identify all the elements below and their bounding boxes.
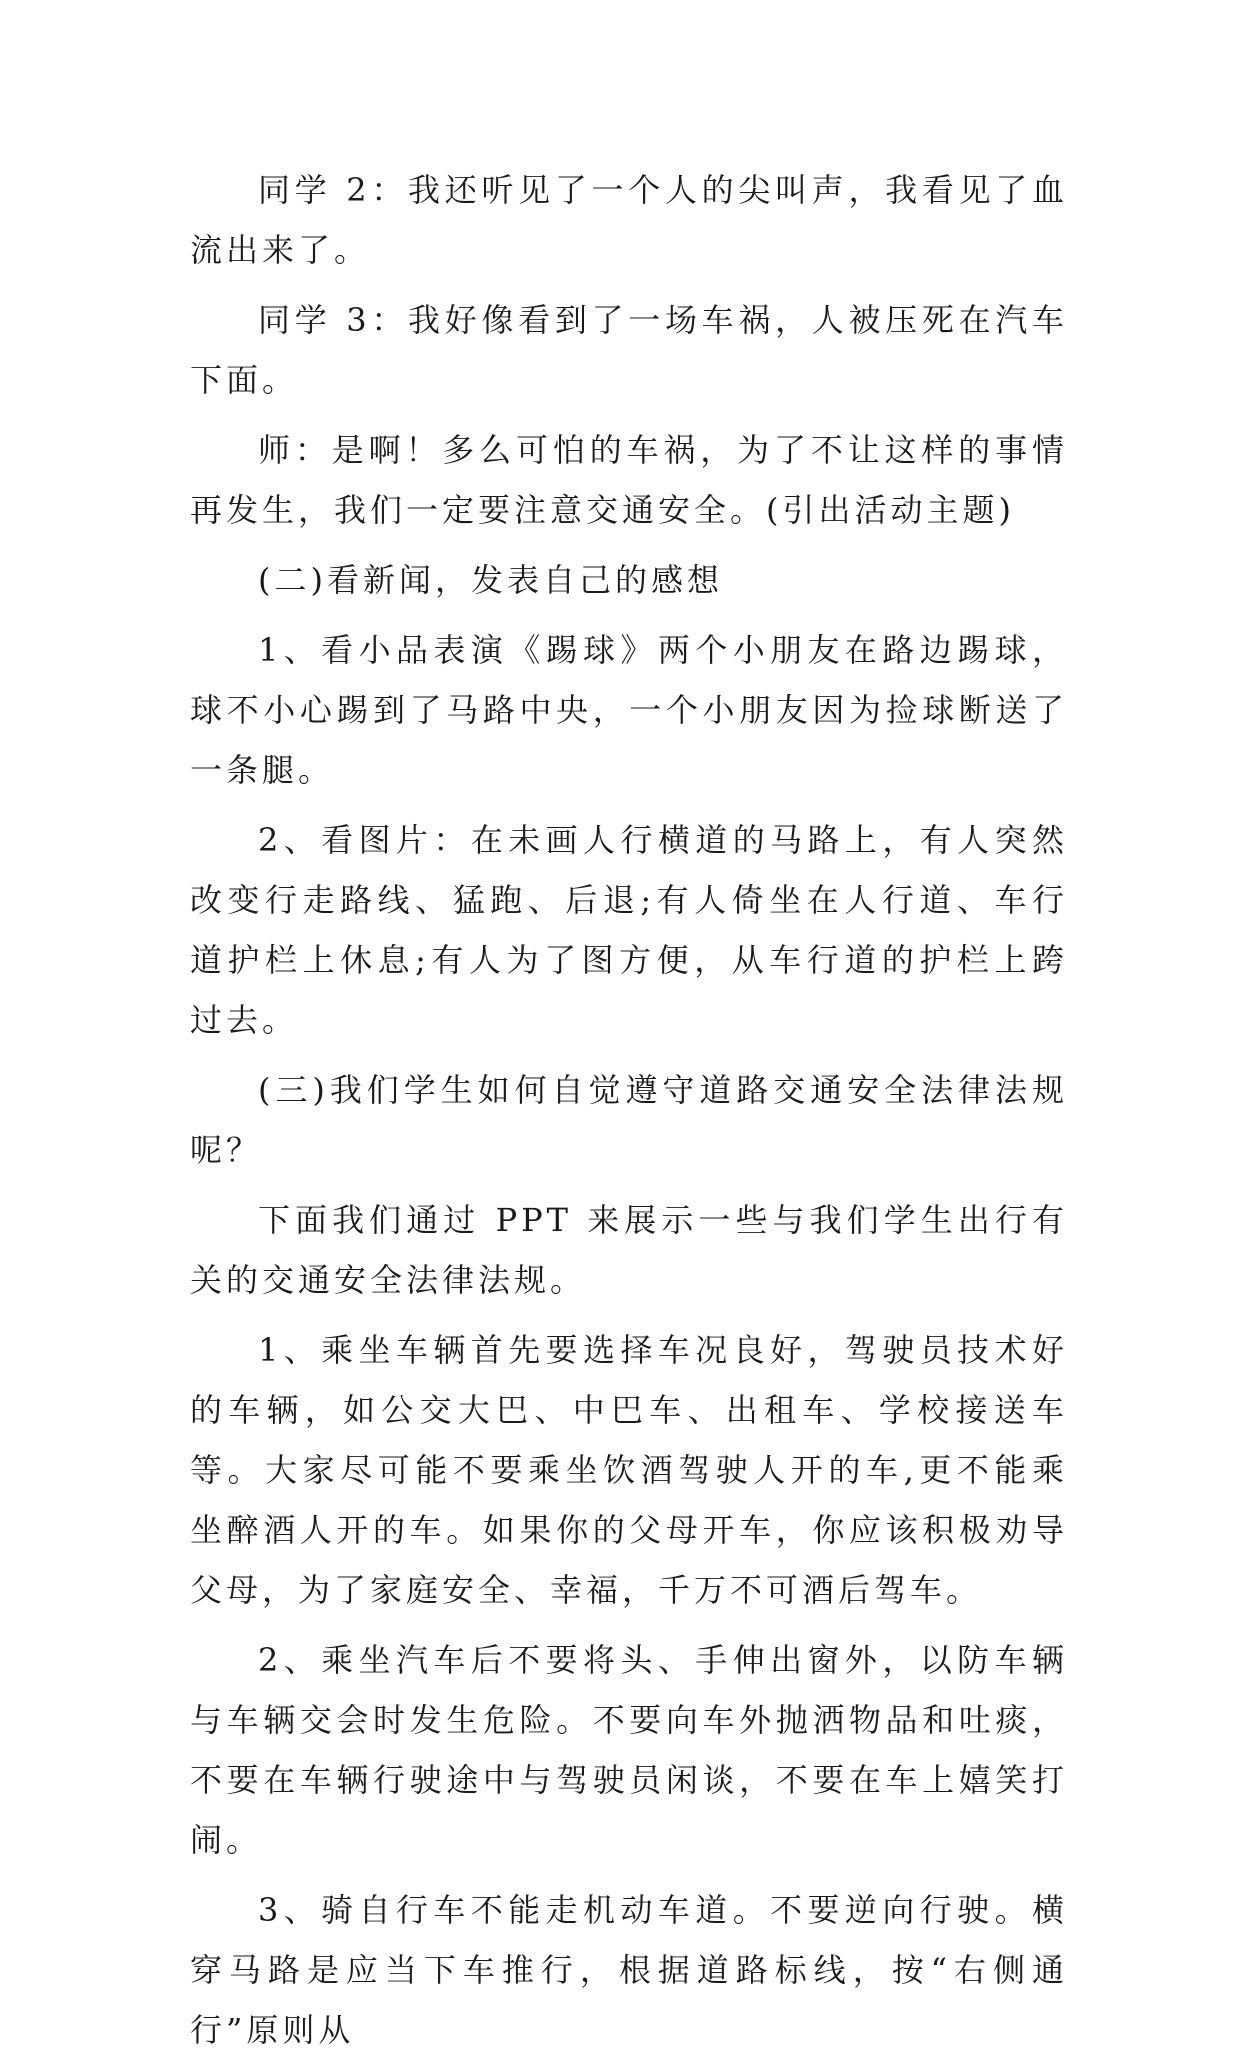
paragraph: 3、骑自行车不能走机动车道。不要逆向行驶。横穿马路是应当下车推行，根据道路标线，按“右侧通行”原则从 (190, 1891, 1068, 2049)
paragraph: 2、乘坐汽车后不要将头、手伸出窗外，以防车辆与车辆交会时发生危险。不要向车外抛洒物品和吐痰，不要在车辆行驶途中与驾驶员闲谈，不要在车上嬉笑打闹。 (190, 1641, 1068, 1859)
paragraph: 下面我们通过 PPT 来展示一些与我们学生出行有关的交通安全法律法规。 (190, 1201, 1068, 1299)
paragraph: 师：是啊！多么可怕的车祸，为了不让这样的事情再发生，我们一定要注意交通安全。(引出活动主题) (190, 431, 1068, 529)
paragraph: 2、看图片：在未画人行横道的马路上，有人突然改变行走路线、猛跑、后退;有人倚坐在人行道、车行道护栏上休息;有人为了图方便，从车行道的护栏上跨过去。 (190, 821, 1068, 1039)
document-body (190, 160, 1068, 2060)
section-heading: (二)看新闻，发表自己的感想 (258, 561, 723, 599)
paragraph: 1、乘坐车辆首先要选择车况良好，驾驶员技术好的车辆，如公交大巴、中巴车、出租车、学校接送车等。大家尽可能不要乘坐饮酒驾驶人开的车,更不能乘坐醉酒人开的车。如果你的父母开车，你应该积极劝导父母，为了家庭安全、幸福，千万不可酒后驾车。 (190, 1331, 1068, 1609)
paragraph: 同学 3：我好像看到了一场车祸，人被压死在汽车下面。 (190, 301, 1068, 399)
paragraph: 1、看小品表演《踢球》两个小朋友在路边踢球，球不小心踢到了马路中央，一个小朋友因为捡球断送了一条腿。 (190, 631, 1068, 789)
section-heading: (三)我们学生如何自觉遵守道路交通安全法律法规呢？ (190, 1071, 1068, 1169)
paragraph: 同学 2：我还听见了一个人的尖叫声，我看见了血流出来了。 (190, 171, 1068, 269)
